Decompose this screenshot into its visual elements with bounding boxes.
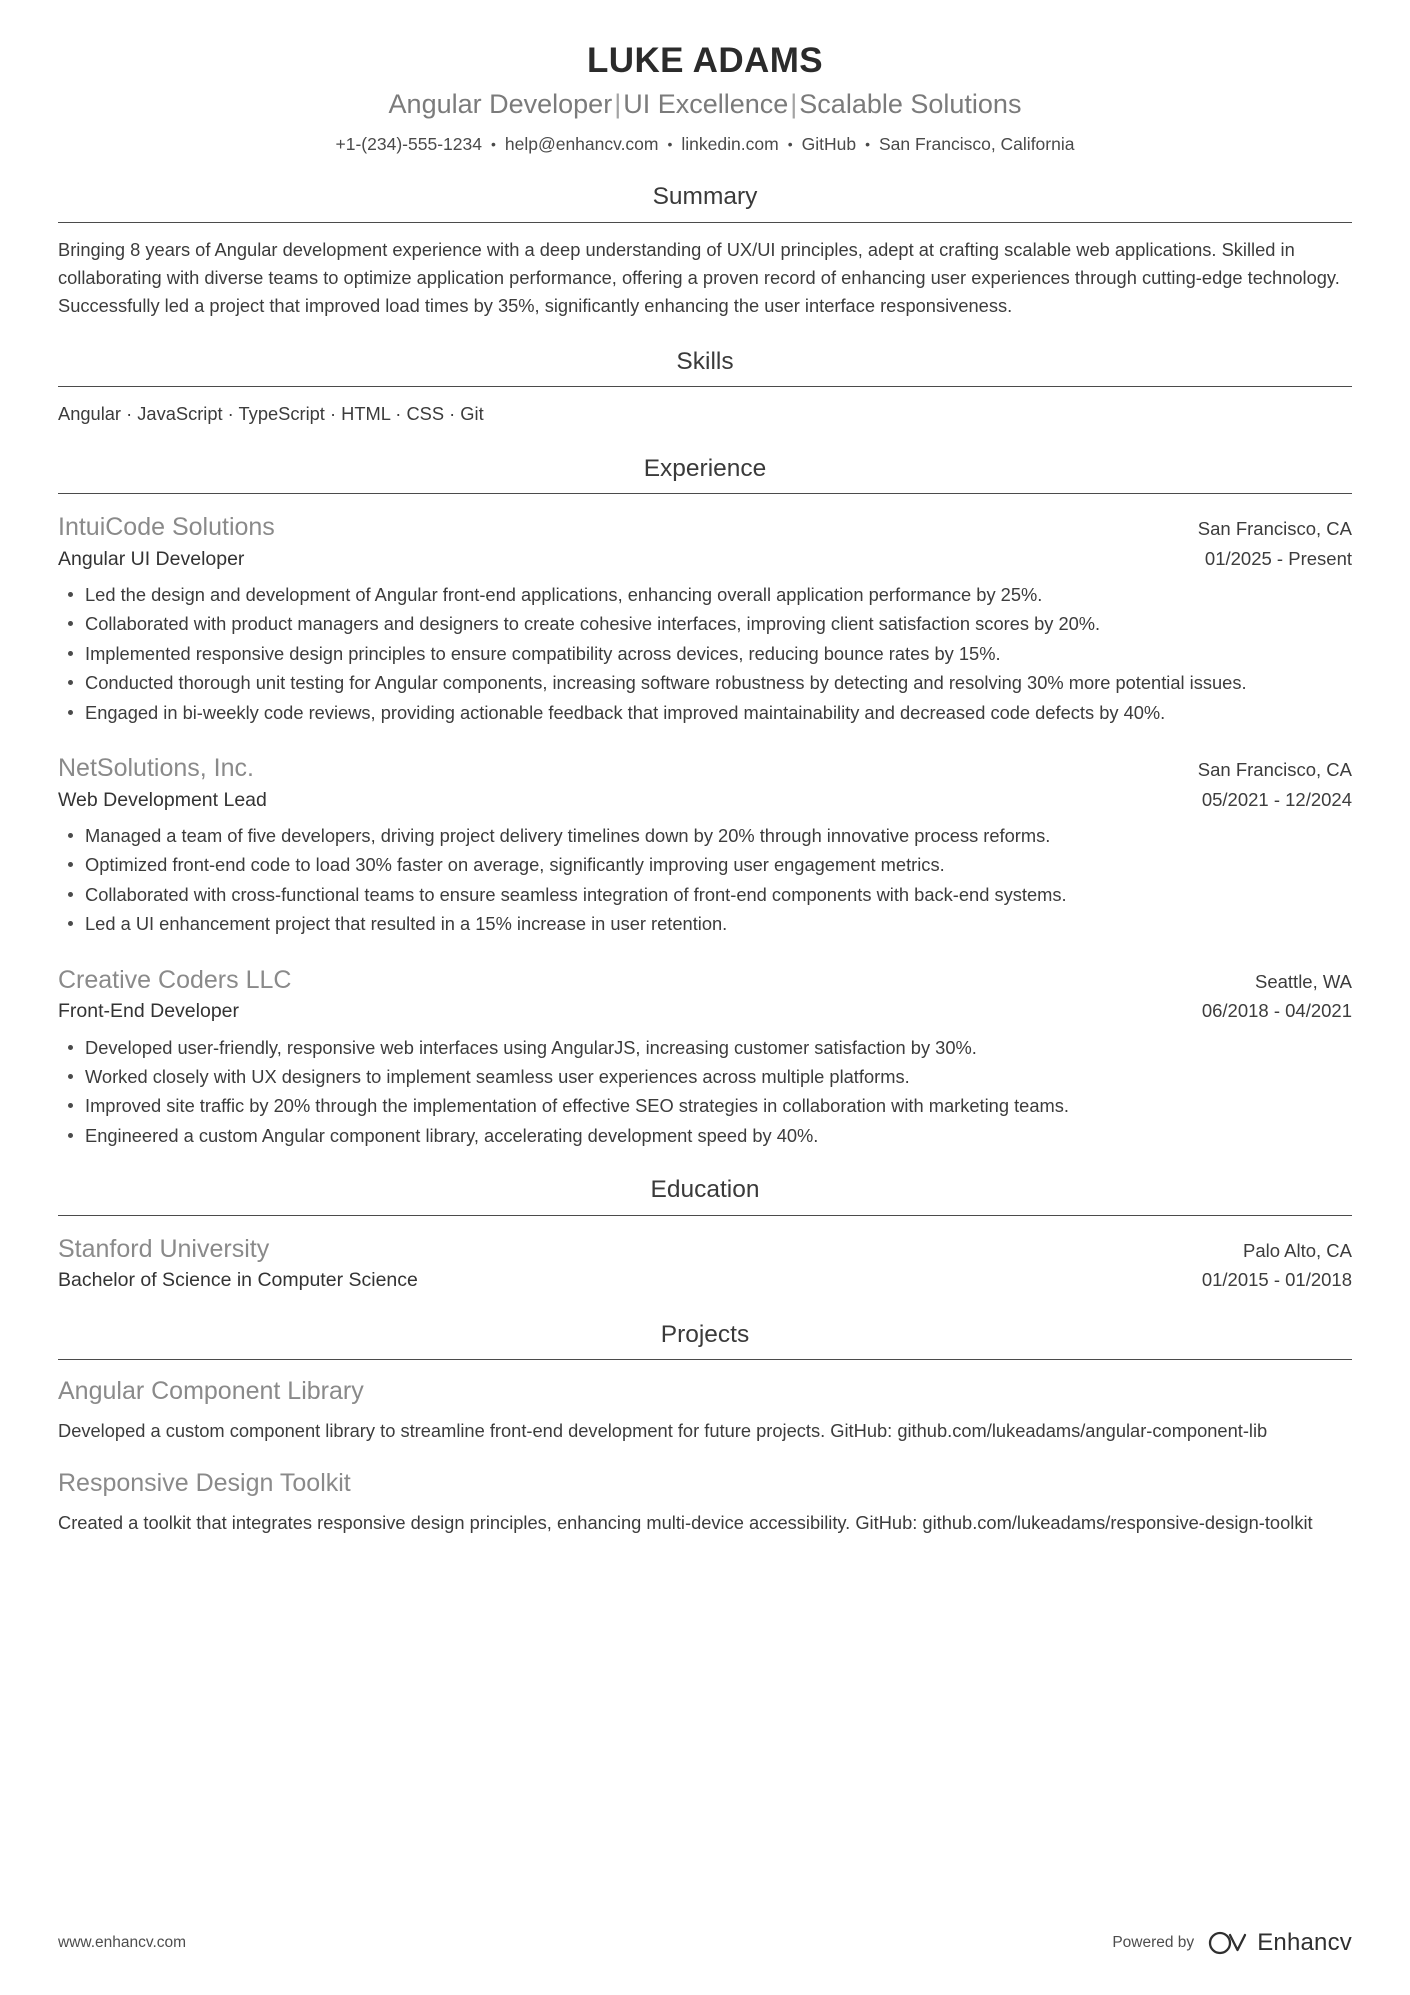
experience-bullet: Engaged in bi-weekly code reviews, providing actionable feedback that improved maintainability and decreased code defects by 40%. [58, 699, 1352, 726]
experience-organization: Creative Coders LLC [58, 965, 292, 994]
contact-github[interactable]: GitHub [801, 133, 857, 154]
experience-entry-subheader [58, 999, 1352, 1024]
experience-bullets [58, 1034, 1352, 1150]
experience-role: Web Development Lead [58, 788, 267, 811]
headline-separator-1: | [614, 89, 622, 120]
enhancv-mark-icon [1208, 1930, 1248, 1956]
contact-phone: +1-(234)-555-1234 [335, 133, 482, 154]
experience-bullets [58, 581, 1352, 726]
headline-part-1b: UI Excellence [623, 89, 789, 120]
experience-entry [58, 752, 1352, 938]
experience-location: San Francisco, CA [1197, 759, 1352, 781]
section-title-education: Education [650, 1176, 760, 1204]
education-dates: 01/2015 - 01/2018 [1201, 1269, 1352, 1291]
candidate-name: LUKE ADAMS [586, 41, 824, 80]
section-skills [58, 347, 1352, 428]
project-title: Angular Component Library [58, 1376, 364, 1405]
powered-by-label: Powered by [1112, 1934, 1195, 1951]
section-projects [58, 1320, 1352, 1537]
experience-bullet: Optimized front-end code to load 30% faster on average, significantly improving user engagement metrics. [58, 851, 1352, 878]
experience-role: Front-End Developer [58, 1000, 240, 1023]
summary-text: Bringing 8 years of Angular development experience with a deep understanding of UX/UI principles, adept at crafting scalable web applications. Skilled in collaborating with diverse teams to optimize application performance, offering a proven record of enhancing user experiences through cutting-edge technology. Successfully led a project that improved load times by 35%, significantly enhancing the user interface responsiveness. [58, 238, 1340, 317]
experience-entry-header [58, 964, 1352, 997]
contact-separator: • [865, 135, 870, 152]
experience-entry [58, 964, 1352, 1150]
experience-location: Seattle, WA [1255, 970, 1352, 992]
section-summary [58, 182, 1352, 320]
experience-bullet: Engineered a custom Angular component library, accelerating development speed by 40%. [58, 1122, 1352, 1149]
experience-entry-subheader [58, 547, 1352, 572]
footer-branding [1112, 1929, 1352, 1957]
enhancv-wordmark: Enhancv [1257, 1929, 1352, 1956]
experience-dates: 01/2025 - Present [1204, 547, 1352, 569]
headline-part-0: Angular Developer [388, 89, 613, 120]
headline-separator-2: | [790, 89, 798, 120]
experience-entry-header [58, 752, 1352, 785]
experience-bullet: Implemented responsive design principles to ensure compatibility across devices, reducing bounce rates by 15%. [58, 640, 1352, 667]
headline-part-2: Scalable Solutions [799, 89, 1022, 120]
section-experience [58, 454, 1352, 1150]
enhancv-logo [1208, 1929, 1352, 1957]
experience-location: San Francisco, CA [1197, 518, 1352, 540]
experience-bullet: Improved site traffic by 20% through the implementation of effective SEO strategies in collaboration with marketing teams. [58, 1092, 1352, 1119]
contact-separator: • [787, 135, 793, 152]
experience-bullet: Led the design and development of Angular front-end applications, enhancing overall application performance by 25%. [58, 581, 1352, 608]
experience-entry [58, 511, 1352, 726]
candidate-headline [58, 86, 1352, 122]
project-description: Developed a custom component library to streamline front-end development for future projects. GitHub: github.com/lukeadams/angular-component-lib [58, 1420, 1268, 1442]
project-title: Responsive Design Toolkit [58, 1468, 351, 1497]
experience-bullet: Worked closely with UX designers to implement seamless user experiences across multiple platforms. [58, 1063, 1352, 1090]
education-location: Palo Alto, CA [1242, 1239, 1352, 1261]
experience-organization: IntuiCode Solutions [58, 513, 275, 542]
project-entry [58, 1467, 1352, 1537]
section-title-projects: Projects [660, 1320, 750, 1348]
section-title-summary: Summary [652, 183, 758, 211]
experience-dates: 05/2021 - 12/2024 [1201, 788, 1352, 810]
footer-website-url[interactable]: www.enhancv.com [58, 1934, 187, 1951]
education-entry [58, 1233, 1352, 1294]
education-entry-subheader [58, 1268, 1352, 1293]
experience-role: Angular UI Developer [58, 547, 245, 570]
experience-bullet: Managed a team of five developers, driving project delivery timelines down by 20% through innovative process reforms. [58, 822, 1352, 849]
contact-linkedin[interactable]: linkedin.com [681, 133, 779, 154]
education-entry-header [58, 1233, 1352, 1266]
section-title-experience: Experience [643, 454, 767, 482]
experience-bullet: Conducted thorough unit testing for Angular components, increasing software robustness by detecting and resolving 30% more potential issues. [58, 669, 1352, 696]
section-education [58, 1175, 1352, 1293]
experience-entry-header [58, 511, 1352, 544]
page-footer [58, 1929, 1352, 1957]
experience-bullet: Led a UI enhancement project that resulted in a 15% increase in user retention. [58, 910, 1352, 937]
experience-bullet: Developed user-friendly, responsive web interfaces using AngularJS, increasing customer satisfaction by 30%. [58, 1034, 1352, 1061]
project-entry [58, 1375, 1352, 1445]
experience-bullet: Collaborated with cross-functional teams to ensure seamless integration of front-end components with back-end systems. [58, 881, 1352, 908]
project-description: Created a toolkit that integrates responsive design principles, enhancing multi-device accessibility. GitHub: github.com/lukeadams/responsive-design-toolkit [58, 1512, 1313, 1534]
experience-organization: NetSolutions, Inc. [58, 754, 254, 783]
contact-location: San Francisco, California [878, 133, 1075, 154]
education-degree: Bachelor of Science in Computer Science [58, 1269, 418, 1292]
section-title-skills: Skills [676, 347, 734, 375]
contact-line [58, 133, 1352, 157]
experience-bullet: Collaborated with product managers and designers to create cohesive interfaces, improving client satisfaction scores by 20%. [58, 610, 1352, 637]
experience-entry-subheader [58, 788, 1352, 813]
contact-separator: • [667, 135, 673, 152]
contact-separator: • [490, 135, 496, 152]
skills-list: Angular · JavaScript · TypeScript · HTML · CSS · Git [58, 403, 484, 425]
experience-bullets [58, 822, 1352, 938]
contact-email[interactable]: help@enhancv.com [504, 133, 659, 154]
resume-header [58, 34, 1352, 156]
experience-dates: 06/2018 - 04/2021 [1201, 1000, 1352, 1022]
education-institution: Stanford University [58, 1234, 270, 1263]
